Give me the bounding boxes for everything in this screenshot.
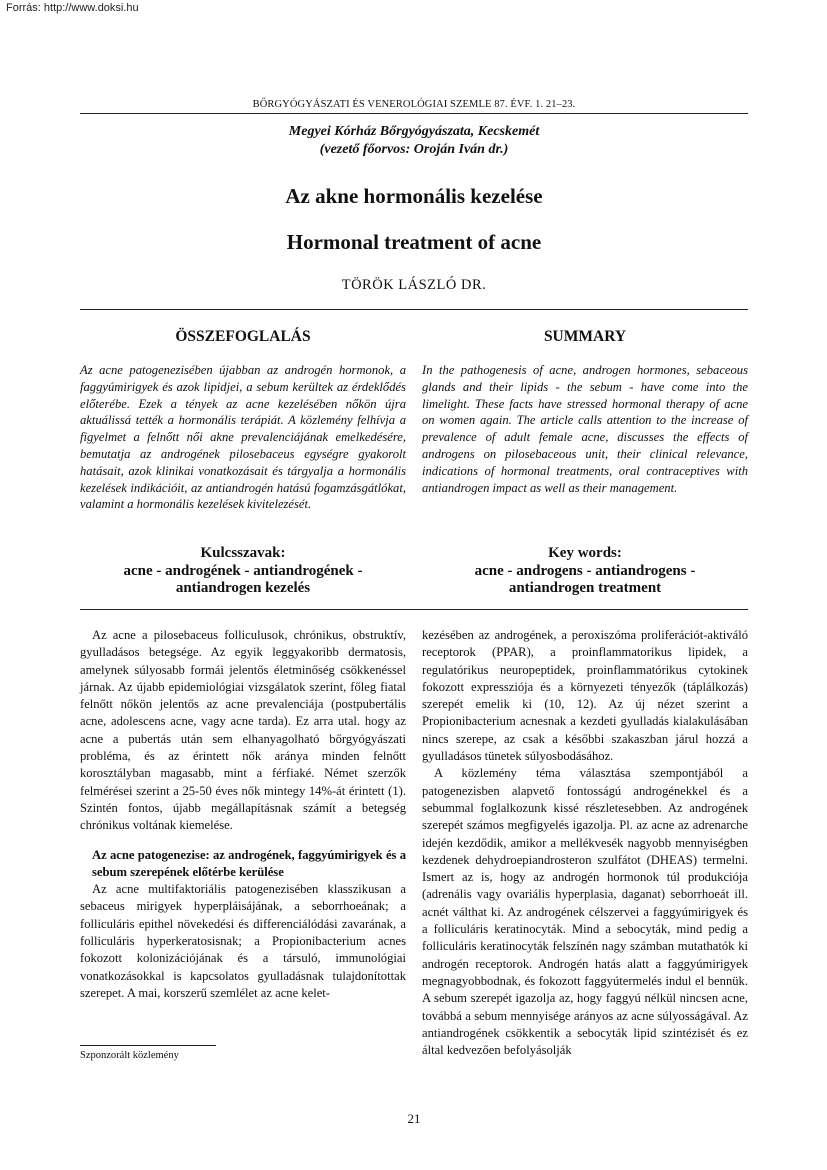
body-paragraph: A közlemény téma választása szempontjából a patogenezisben alapvető fontosságú androgénekkel és a sebummal foglalkozunk kissé részletesebben. Az androgének szerepét számos megfigyelés igazolja. Pl. az acne az adrenarche idején kezdődik, amikor a mellékvesék nagyobb mennyiségben kezdenek dehydroepiandrosteron szulfátot (DHEAS) termelni. Ismert az is, hogy az androgén hormonok túl produkciója (adrenális vagy ovariális hyperplasia, daganat) seborrhoeát ill. acnét válthat ki. Az androgének célszervei a faggyúmirigyek és a folliculáris keratinocyták. Mind a sebocyták, mind pedig a folliculáris keratinocyták felszínén nagy számban mutathatók ki androgén receptorok. Androgén hatás alatt a faggyúmirigyek megnagyobbodnak, és fokozott faggyútermelés indul el bennük. A sebum szerepét igazolja az, hogy faggyú nélkül nincsen acne, továbbá a sebum mennyisége arányos az acne súlyosságával. Az antiandrogének csökkentik a sebocyták lipid szintézisét és ez által kedvezően befolyásolják	[422, 766, 748, 1058]
author: TÖRÖK LÁSZLÓ DR.	[341, 277, 487, 293]
body-left-column	[80, 627, 406, 1002]
keywords-en-line1: acne - androgens - antiandrogens -	[474, 562, 696, 579]
keywords-hu-line1: acne - androgének - antiandrogének -	[123, 562, 363, 579]
summary-hu-heading: ÖSSZEFOGLALÁS	[175, 328, 311, 345]
keywords-en	[422, 545, 748, 598]
title-hungarian: Az akne hormonális kezelése	[285, 184, 543, 208]
title-rule	[80, 309, 748, 310]
summary-en-heading: SUMMARY	[543, 328, 627, 345]
summary-hu	[80, 328, 406, 513]
title-english: Hormonal treatment of acne	[286, 230, 542, 254]
source-note: Forrás: http://www.doksi.hu	[6, 2, 139, 14]
keywords-hu	[80, 545, 406, 598]
footnote: Szponzorált közlemény	[80, 1050, 179, 1061]
summary-en	[422, 328, 748, 496]
abstract-rule	[80, 609, 748, 610]
body-right-column	[422, 627, 748, 1059]
institution-line1: Megyei Kórház Bőrgyógyászata, Kecskemét	[288, 124, 540, 139]
keywords-hu-title: Kulcsszavak:	[200, 545, 286, 561]
institution-line2: (vezető főorvos: Oroján Iván dr.)	[319, 142, 509, 157]
body-paragraph: Az acne multifaktoriális patogenezisében klasszikusan a sebaceus mirigyek hyperpláisájának, a seborrhoeának; a folliculáris epithel növekedési és differenciálódási zavarának, a folliculáris hyperkeratosisnak; a Propionibacterium acnes fokozott kolonizációjának és a társuló, immunológiai vonatkozásokkal is kapcsolatos gyulladásnak tulajdonítottak szerepet. A mai, korszerű szemlélet az acne kelet-	[80, 882, 406, 1000]
header-rule	[80, 113, 748, 114]
body-paragraph: Az acne a pilosebaceus folliculusok, chrónikus, obstruktív, gyulladásos betegsége. Az egyik leggyakoribb dermatosis, amelynek súlyosabb formái jelentős életminőség csökkenéssel járnak. Az újabb epidemiológiai vizsgálatok szerint, főleg fiatal felnőtt nőkön jelentős az acne prevalenciája (postpubertális acne, adolescens acne, vagy acne tarda). Ez arra utal. hogy az acne a pubertás után sem elhanyagolható bőrgyógyászati probléma, és az érintett nők aránya minden felnőtt korosztályban magasabb, mint a férfiaké. Német szerzők felmérései szerint a 25-50 éves nők mintegy 14%-át érintett (1). Szintén fontos, újabb megállapításnak számít a betegség chrónikus voltának kiemelése.	[80, 628, 406, 833]
section-subheading: Az acne patogenezise: az androgének, faggyúmirigyek és a sebum szerepének előtérbe kerülése	[92, 847, 406, 879]
page-number: 21	[407, 1111, 421, 1126]
body-paragraph: kezésében az androgének, a peroxiszóma proliferációt-aktiváló receptorok (PPAR), a proinflammatorikus lipidek, a regulatórikus neuropeptidek, proinflammatórikus cytokinek fokozott expressziója és a környezeti tényezők (táplálkozás) szerepét emelik ki (10, 12). Az új nézet szerint a Propionibacterium acnesnak a kezdeti gyulladás kialakulásában nincs szerepe, az csak a későbbi szakaszban járul hozzá a gyulladásos tünetek súlyosbodásához.	[422, 628, 748, 764]
summary-hu-text: Az acne patogenezisében újabban az androgén hormonok, a faggyúmirigyek és azok lipidjei, a sebum kerültek az érdeklődés előterébe. Ezek a tények az acne kezelésében nőkön újra aktuálissá tették a hormonális terápiát. A közlemény felhívja a figyelmet a felnőtt női akne prevalenciájának emelkedésére, bemutatja az androgének pilosebaceus egységre gyakorolt hatásait, azok klinikai vonatkozásait és tárgyalja a hormonális kezelések indikációit, az antiandrogén hatású fogamzásgátlókat, valamint a hormonális kezelések kivitelezését.	[80, 363, 406, 512]
summary-en-text: In the pathogenesis of acne, androgen hormones, sebaceous glands and their lipids - the sebum - have come into the limelight. These facts have stressed hormonal therapy of acne on women again. The article calls attention to the increase of prevalence of adult female acne, discusses the effects of androgens on pilosebaceous unit, their clinical relevance, indications of hormonal treatments, oral contraceptives with antiandrogen impact as well as their management.	[422, 363, 748, 495]
keywords-en-line2: antiandrogen treatment	[508, 580, 662, 596]
journal-header: BŐRGYÓGYÁSZATI ÉS VENEROLÓGIAI SZEMLE 87. ÉVF. 1. 21–23.	[252, 99, 576, 110]
keywords-en-title: Key words:	[548, 545, 622, 561]
footnote-rule	[80, 1045, 216, 1046]
keywords-hu-line2: antiandrogen kezelés	[175, 580, 311, 596]
